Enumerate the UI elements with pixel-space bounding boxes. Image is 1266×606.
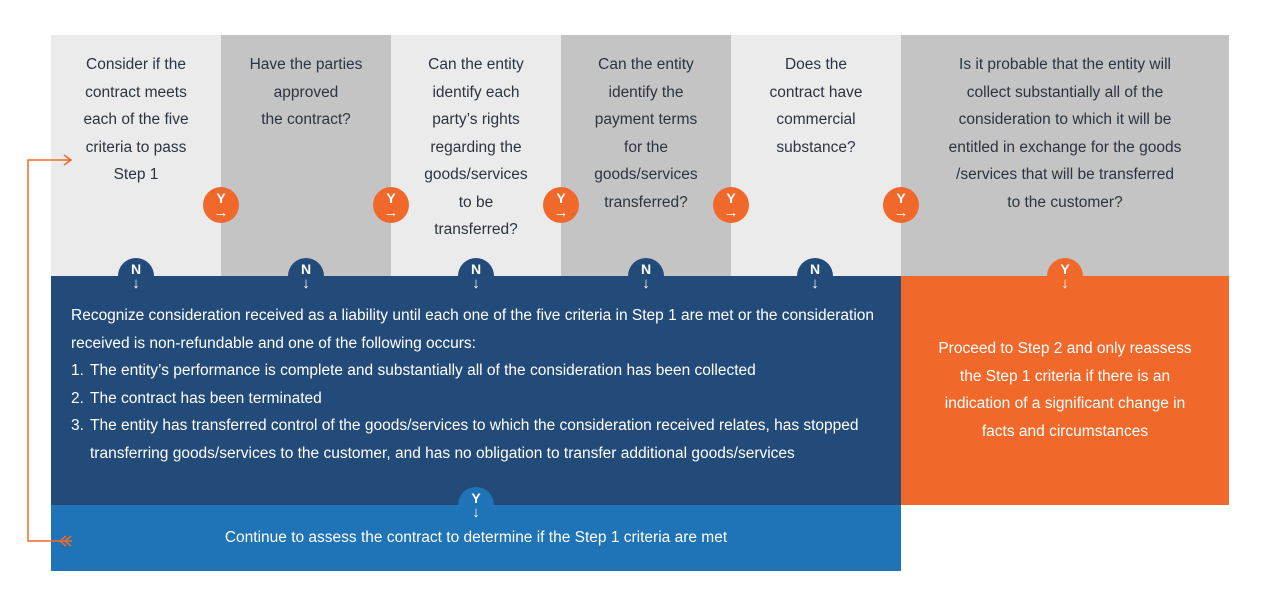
yes-label: Y: [386, 190, 396, 206]
no-label: N: [130, 261, 142, 277]
yes-label: Y: [471, 490, 481, 506]
no-label: N: [300, 261, 312, 277]
yes-badge-4: [713, 187, 749, 223]
yes-label: Y: [896, 190, 906, 206]
liability-item-text: The entity’s performance is complete and substantially all of the consideration has been collected: [90, 362, 756, 380]
question-text-4: Can the entity identify the payment terms for the goods/services transferred?: [594, 56, 698, 211]
liability-item-text: The entity has transferred control of the goods/services to which the consideration received relates, has stopped transferring goods/services to the customer, and has no obligation to transfer additional goods/services: [90, 417, 859, 462]
yes-badge-5: [883, 187, 919, 223]
yes-badge-continue: [458, 487, 494, 523]
yes-badge-2: [373, 187, 409, 223]
down-arrow-icon: ↓: [1061, 275, 1069, 292]
down-arrow-icon: ↓: [132, 275, 140, 292]
right-arrow-icon: →: [893, 204, 909, 221]
down-arrow-icon: ↓: [642, 275, 650, 292]
yes-label: Y: [726, 190, 736, 206]
no-label: N: [809, 261, 821, 277]
question-text-3: Can the entity identify each party’s rights regarding the goods/services to be transferred?: [424, 56, 528, 238]
question-text-6: Is it probable that the entity will collect substantially all of the consideration to which it will be entitled in exchange for the goods /services that will be transferred to the customer?: [948, 56, 1182, 211]
right-arrow-icon: →: [213, 204, 229, 221]
question-text-2: Have the parties approved the contract?: [249, 56, 363, 128]
continue-text: Continue to assess the contract to determine if the Step 1 criteria are met: [224, 529, 728, 546]
yes-badge-3: [543, 187, 579, 223]
down-arrow-icon: ↓: [302, 275, 310, 292]
yes-label: Y: [556, 190, 566, 206]
no-badge-3: [458, 258, 494, 294]
yes-label: Y: [1060, 261, 1070, 277]
liability-item-number: 2.: [71, 389, 84, 407]
down-arrow-icon: ↓: [811, 275, 819, 292]
liability-item-text: The contract has been terminated: [90, 389, 322, 407]
right-arrow-icon: →: [383, 204, 399, 221]
no-label: N: [640, 261, 652, 277]
question-text-5: Does the contract have commercial substance?: [769, 56, 863, 156]
right-arrow-icon: →: [723, 204, 739, 221]
liability-intro: Recognize consideration received as a liability until each one of the five criteria in Step 1 are met or the consideration received is non-refundable and one of the following occurs:: [71, 307, 875, 352]
proceed-text: Proceed to Step 2 and only reassess the Step 1 criteria if there is an indication of a significant change in facts and circumstances: [938, 340, 1192, 440]
no-badge-4: [628, 258, 664, 294]
liability-item-number: 3.: [71, 417, 84, 435]
liability-item-number: 1.: [71, 362, 84, 380]
question-text-1: Consider if the contract meets each of the five criteria to pass Step 1: [83, 56, 189, 183]
no-badge-1: [118, 258, 154, 294]
no-badge-2: [288, 258, 324, 294]
right-arrow-icon: →: [553, 204, 569, 221]
no-label: N: [470, 261, 482, 277]
yes-label: Y: [216, 190, 226, 206]
down-arrow-icon: ↓: [472, 504, 480, 521]
yes-badge-proceed: [1047, 258, 1083, 294]
down-arrow-icon: ↓: [472, 275, 480, 292]
no-badge-5: [797, 258, 833, 294]
yes-badge-1: [203, 187, 239, 223]
